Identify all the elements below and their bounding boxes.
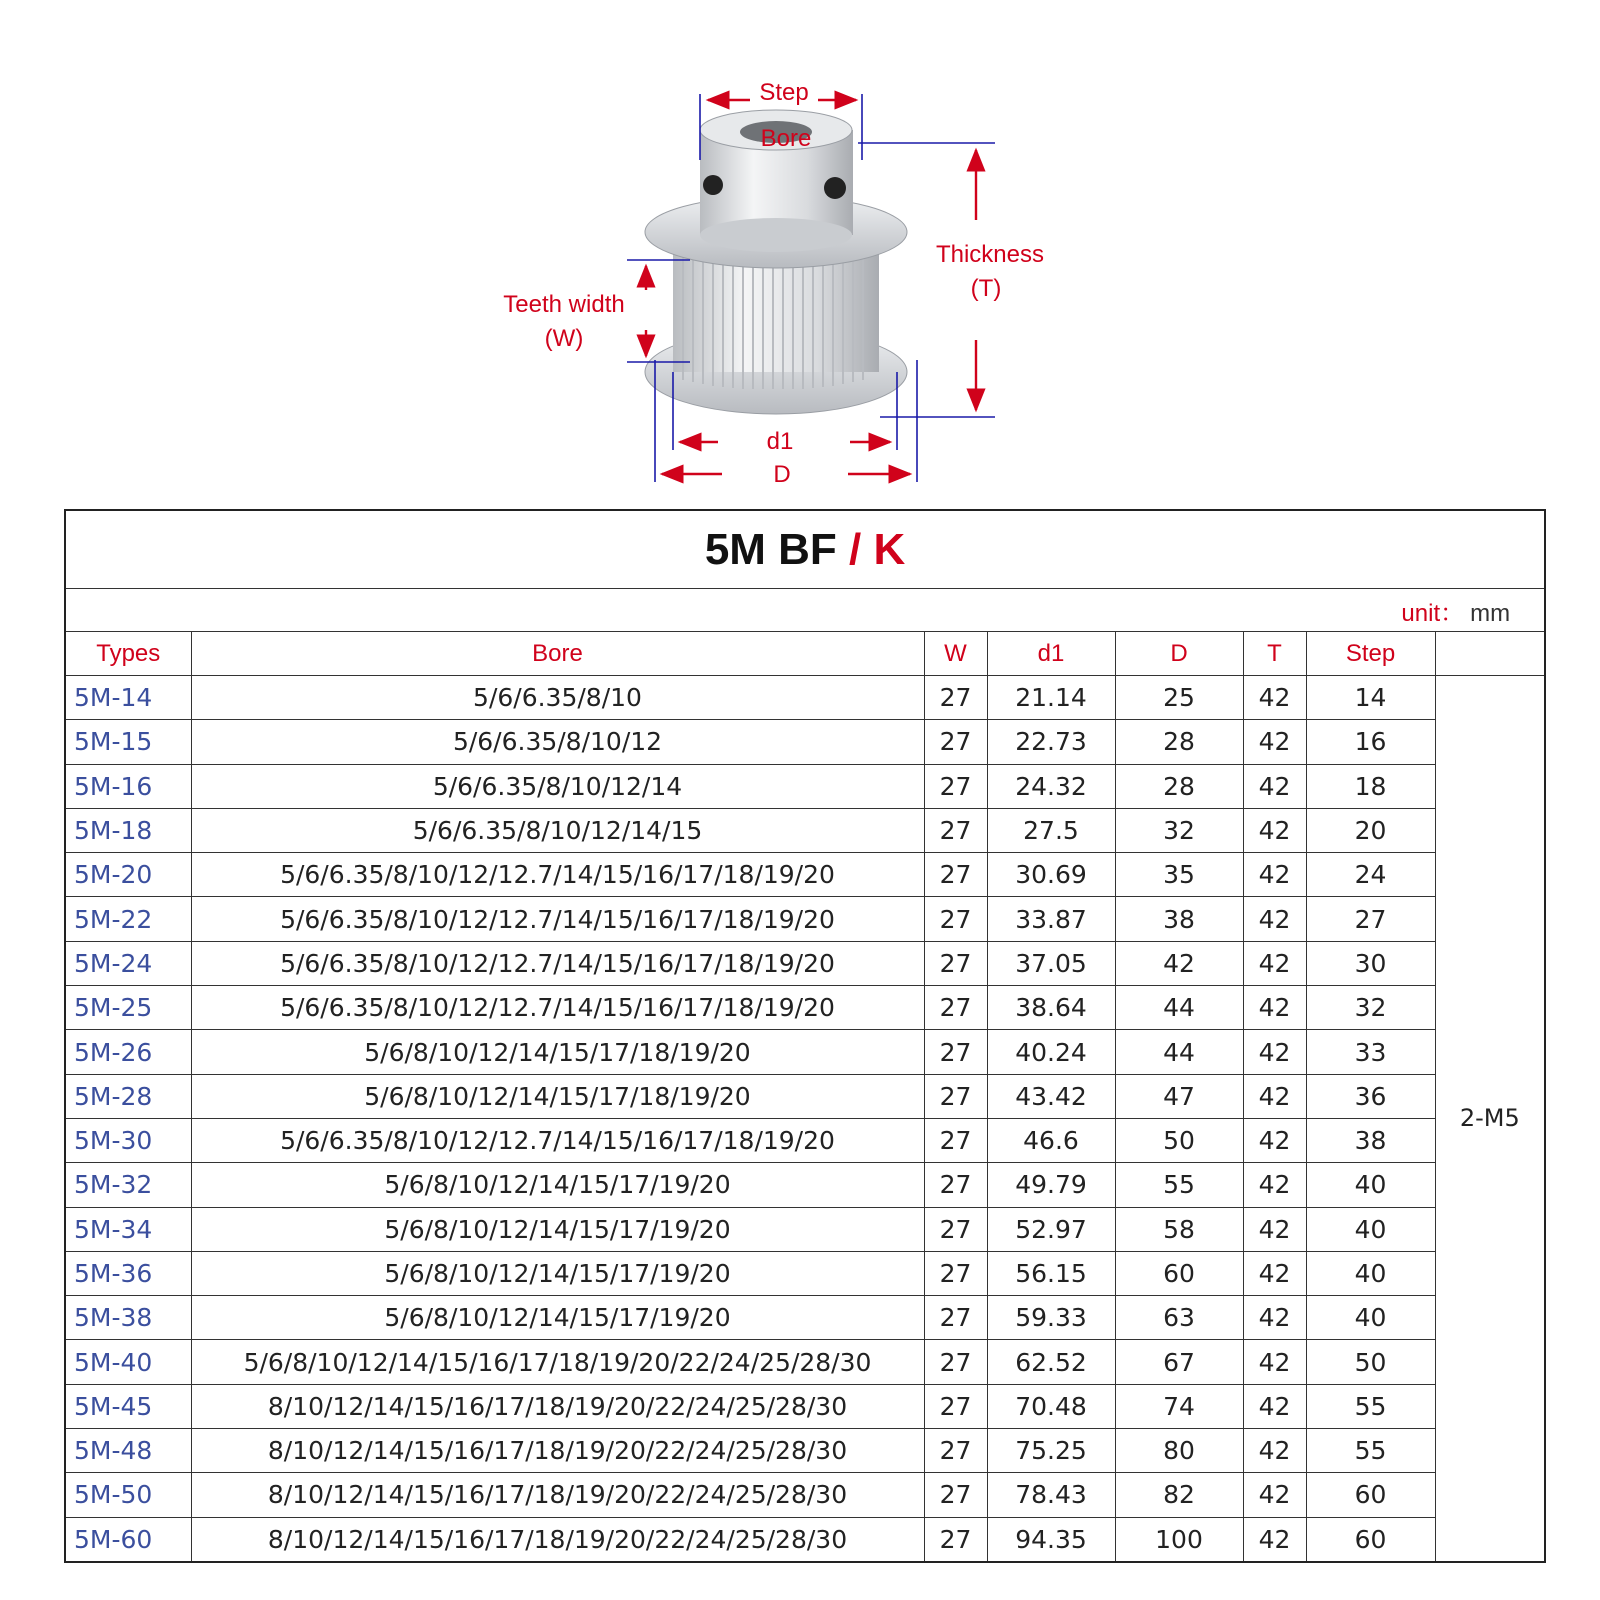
cell-step: 40	[1306, 1251, 1435, 1295]
cell-t: 42	[1243, 1118, 1306, 1162]
cell-t: 42	[1243, 1384, 1306, 1428]
header-d: D	[1115, 632, 1243, 676]
d1-label: d1	[766, 428, 794, 455]
pulley-dimension-diagram	[0, 0, 1600, 500]
cell-bore: 5/6/8/10/12/14/15/16/17/18/19/20/22/24/25/28/30	[191, 1340, 924, 1384]
cell-w: 27	[924, 941, 987, 985]
cell-t: 42	[1243, 853, 1306, 897]
cell-bore: 5/6/6.35/8/10/12	[191, 720, 924, 764]
table-row	[65, 1384, 1545, 1428]
cell-t: 42	[1243, 1074, 1306, 1118]
cell-t: 42	[1243, 1296, 1306, 1340]
cell-d: 80	[1115, 1429, 1243, 1473]
cell-d1: 24.32	[987, 764, 1115, 808]
cell-bore: 5/6/6.35/8/10/12/12.7/14/15/16/17/18/19/20	[191, 853, 924, 897]
cell-step: 16	[1306, 720, 1435, 764]
cell-d: 58	[1115, 1207, 1243, 1251]
outer-diameter-label: D	[773, 461, 791, 488]
cell-t: 42	[1243, 676, 1306, 720]
cell-d1: 78.43	[987, 1473, 1115, 1517]
cell-step: 33	[1306, 1030, 1435, 1074]
table-row	[65, 676, 1545, 720]
cell-type: 5M-14	[65, 676, 191, 720]
cell-bore: 5/6/8/10/12/14/15/17/18/19/20	[191, 1074, 924, 1118]
cell-bore: 5/6/6.35/8/10	[191, 676, 924, 720]
cell-bore: 5/6/8/10/12/14/15/17/19/20	[191, 1163, 924, 1207]
header-blank	[1435, 632, 1545, 676]
cell-d1: 59.33	[987, 1296, 1115, 1340]
cell-step: 30	[1306, 941, 1435, 985]
spec-table	[64, 509, 1546, 1563]
cell-step: 32	[1306, 986, 1435, 1030]
cell-step: 40	[1306, 1296, 1435, 1340]
cell-step: 18	[1306, 764, 1435, 808]
cell-type: 5M-32	[65, 1163, 191, 1207]
cell-step: 38	[1306, 1118, 1435, 1162]
cell-type: 5M-18	[65, 808, 191, 852]
cell-t: 42	[1243, 1429, 1306, 1473]
table-row	[65, 1030, 1545, 1074]
cell-w: 27	[924, 986, 987, 1030]
cell-type: 5M-50	[65, 1473, 191, 1517]
cell-t: 42	[1243, 897, 1306, 941]
unit-cell	[65, 589, 1545, 632]
cell-d: 28	[1115, 764, 1243, 808]
header-d1: d1	[987, 632, 1115, 676]
cell-t: 42	[1243, 764, 1306, 808]
cell-d1: 21.14	[987, 676, 1115, 720]
cell-d1: 75.25	[987, 1429, 1115, 1473]
cell-type: 5M-15	[65, 720, 191, 764]
cell-d: 67	[1115, 1340, 1243, 1384]
cell-bore: 5/6/8/10/12/14/15/17/19/20	[191, 1296, 924, 1340]
cell-step: 40	[1306, 1207, 1435, 1251]
cell-d1: 46.6	[987, 1118, 1115, 1162]
cell-type: 5M-40	[65, 1340, 191, 1384]
cell-d: 25	[1115, 676, 1243, 720]
table-row	[65, 808, 1545, 852]
cell-t: 42	[1243, 986, 1306, 1030]
cell-d: 44	[1115, 986, 1243, 1030]
header-bore: Bore	[191, 632, 924, 676]
cell-type: 5M-38	[65, 1296, 191, 1340]
cell-w: 27	[924, 897, 987, 941]
table-row	[65, 720, 1545, 764]
cell-type: 5M-25	[65, 986, 191, 1030]
cell-d: 82	[1115, 1473, 1243, 1517]
step-label: Step	[759, 79, 809, 106]
cell-w: 27	[924, 808, 987, 852]
cell-bore: 5/6/6.35/8/10/12/12.7/14/15/16/17/18/19/20	[191, 941, 924, 985]
cell-t: 42	[1243, 1030, 1306, 1074]
cell-d1: 38.64	[987, 986, 1115, 1030]
cell-d1: 40.24	[987, 1030, 1115, 1074]
cell-w: 27	[924, 1340, 987, 1384]
cell-d: 55	[1115, 1163, 1243, 1207]
cell-t: 42	[1243, 1163, 1306, 1207]
cell-type: 5M-22	[65, 897, 191, 941]
cell-d: 42	[1115, 941, 1243, 985]
table-row	[65, 897, 1545, 941]
cell-d: 50	[1115, 1118, 1243, 1162]
cell-d: 28	[1115, 720, 1243, 764]
cell-w: 27	[924, 1517, 987, 1562]
cell-w: 27	[924, 1163, 987, 1207]
cell-w: 27	[924, 1473, 987, 1517]
cell-step: 36	[1306, 1074, 1435, 1118]
table-title-row	[65, 510, 1545, 589]
cell-d: 47	[1115, 1074, 1243, 1118]
table-title	[65, 510, 1545, 589]
cell-t: 42	[1243, 1340, 1306, 1384]
cell-type: 5M-36	[65, 1251, 191, 1295]
cell-step: 50	[1306, 1340, 1435, 1384]
cell-w: 27	[924, 853, 987, 897]
cell-type: 5M-26	[65, 1030, 191, 1074]
cell-step: 24	[1306, 853, 1435, 897]
cell-d1: 30.69	[987, 853, 1115, 897]
cell-d: 63	[1115, 1296, 1243, 1340]
cell-w: 27	[924, 676, 987, 720]
table-row	[65, 1163, 1545, 1207]
cell-step: 40	[1306, 1163, 1435, 1207]
teeth-width-label: Teeth width	[503, 291, 625, 318]
cell-d1: 43.42	[987, 1074, 1115, 1118]
table-row	[65, 1207, 1545, 1251]
table-row	[65, 941, 1545, 985]
cell-type: 5M-48	[65, 1429, 191, 1473]
cell-type: 5M-16	[65, 764, 191, 808]
cell-bore: 5/6/6.35/8/10/12/14/15	[191, 808, 924, 852]
unit-label: unit：	[1401, 599, 1465, 627]
cell-w: 27	[924, 1118, 987, 1162]
cell-d: 60	[1115, 1251, 1243, 1295]
cell-d1: 37.05	[987, 941, 1115, 985]
cell-t: 42	[1243, 1473, 1306, 1517]
cell-step: 27	[1306, 897, 1435, 941]
table-row	[65, 1340, 1545, 1384]
thickness-symbol: (T)	[970, 275, 1002, 302]
table-row	[65, 1118, 1545, 1162]
cell-t: 42	[1243, 941, 1306, 985]
cell-step: 55	[1306, 1429, 1435, 1473]
cell-bore: 5/6/6.35/8/10/12/12.7/14/15/16/17/18/19/20	[191, 986, 924, 1030]
cell-type: 5M-24	[65, 941, 191, 985]
table-row	[65, 1251, 1545, 1295]
cell-t: 42	[1243, 720, 1306, 764]
table-row	[65, 1429, 1545, 1473]
cell-step: 60	[1306, 1473, 1435, 1517]
table-row	[65, 1517, 1545, 1562]
title-suffix: K	[873, 524, 906, 574]
header-step: Step	[1306, 632, 1435, 676]
table-row	[65, 1473, 1545, 1517]
cell-type: 5M-45	[65, 1384, 191, 1428]
cell-d1: 56.15	[987, 1251, 1115, 1295]
cell-type: 5M-30	[65, 1118, 191, 1162]
cell-d1: 33.87	[987, 897, 1115, 941]
cell-type: 5M-20	[65, 853, 191, 897]
cell-type: 5M-34	[65, 1207, 191, 1251]
cell-w: 27	[924, 1074, 987, 1118]
header-row	[65, 632, 1545, 676]
table-row	[65, 1296, 1545, 1340]
unit-row	[65, 589, 1545, 632]
cell-d1: 22.73	[987, 720, 1115, 764]
cell-d1: 49.79	[987, 1163, 1115, 1207]
cell-d: 35	[1115, 853, 1243, 897]
bore-label: Bore	[760, 125, 812, 152]
table-row	[65, 853, 1545, 897]
cell-d: 100	[1115, 1517, 1243, 1562]
cell-w: 27	[924, 1384, 987, 1428]
cell-bore: 8/10/12/14/15/16/17/18/19/20/22/24/25/28/30	[191, 1429, 924, 1473]
header-types: Types	[65, 632, 191, 676]
cell-bore: 5/6/6.35/8/10/12/12.7/14/15/16/17/18/19/20	[191, 897, 924, 941]
pulley-illustration	[645, 110, 907, 414]
cell-bore: 8/10/12/14/15/16/17/18/19/20/22/24/25/28/30	[191, 1517, 924, 1562]
cell-d: 32	[1115, 808, 1243, 852]
teeth-width-symbol: (W)	[544, 325, 584, 352]
cell-t: 42	[1243, 1517, 1306, 1562]
cell-d1: 94.35	[987, 1517, 1115, 1562]
cell-bore: 5/6/8/10/12/14/15/17/18/19/20	[191, 1030, 924, 1074]
cell-step: 55	[1306, 1384, 1435, 1428]
cell-d: 38	[1115, 897, 1243, 941]
cell-step: 20	[1306, 808, 1435, 852]
cell-t: 42	[1243, 1207, 1306, 1251]
cell-type: 5M-28	[65, 1074, 191, 1118]
table-row	[65, 986, 1545, 1030]
thickness-label: Thickness	[935, 241, 1045, 268]
cell-w: 27	[924, 1030, 987, 1074]
cell-bore: 8/10/12/14/15/16/17/18/19/20/22/24/25/28/30	[191, 1473, 924, 1517]
table-row	[65, 764, 1545, 808]
cell-d1: 27.5	[987, 808, 1115, 852]
header-t: T	[1243, 632, 1306, 676]
cell-d1: 52.97	[987, 1207, 1115, 1251]
cell-t: 42	[1243, 808, 1306, 852]
cell-w: 27	[924, 1429, 987, 1473]
cell-step: 14	[1306, 676, 1435, 720]
table-row	[65, 1074, 1545, 1118]
cell-bore: 5/6/8/10/12/14/15/17/19/20	[191, 1251, 924, 1295]
cell-d: 74	[1115, 1384, 1243, 1428]
cell-bore: 5/6/6.35/8/10/12/14	[191, 764, 924, 808]
cell-w: 27	[924, 720, 987, 764]
cell-d1: 70.48	[987, 1384, 1115, 1428]
cell-step: 60	[1306, 1517, 1435, 1562]
cell-w: 27	[924, 1251, 987, 1295]
cell-bore: 8/10/12/14/15/16/17/18/19/20/22/24/25/28/30	[191, 1384, 924, 1428]
title-separator: /	[849, 524, 862, 574]
cell-w: 27	[924, 764, 987, 808]
cell-d1: 62.52	[987, 1340, 1115, 1384]
unit-value: mm	[1470, 599, 1511, 627]
cell-w: 27	[924, 1207, 987, 1251]
header-w: W	[924, 632, 987, 676]
cell-t: 42	[1243, 1251, 1306, 1295]
cell-bore: 5/6/6.35/8/10/12/12.7/14/15/16/17/18/19/20	[191, 1118, 924, 1162]
cell-d: 44	[1115, 1030, 1243, 1074]
cell-type: 5M-60	[65, 1517, 191, 1562]
title-main: 5M BF	[704, 524, 837, 574]
cell-w: 27	[924, 1296, 987, 1340]
cell-bore: 5/6/8/10/12/14/15/17/19/20	[191, 1207, 924, 1251]
screw-spec-cell: 2-M5	[1435, 676, 1545, 1562]
